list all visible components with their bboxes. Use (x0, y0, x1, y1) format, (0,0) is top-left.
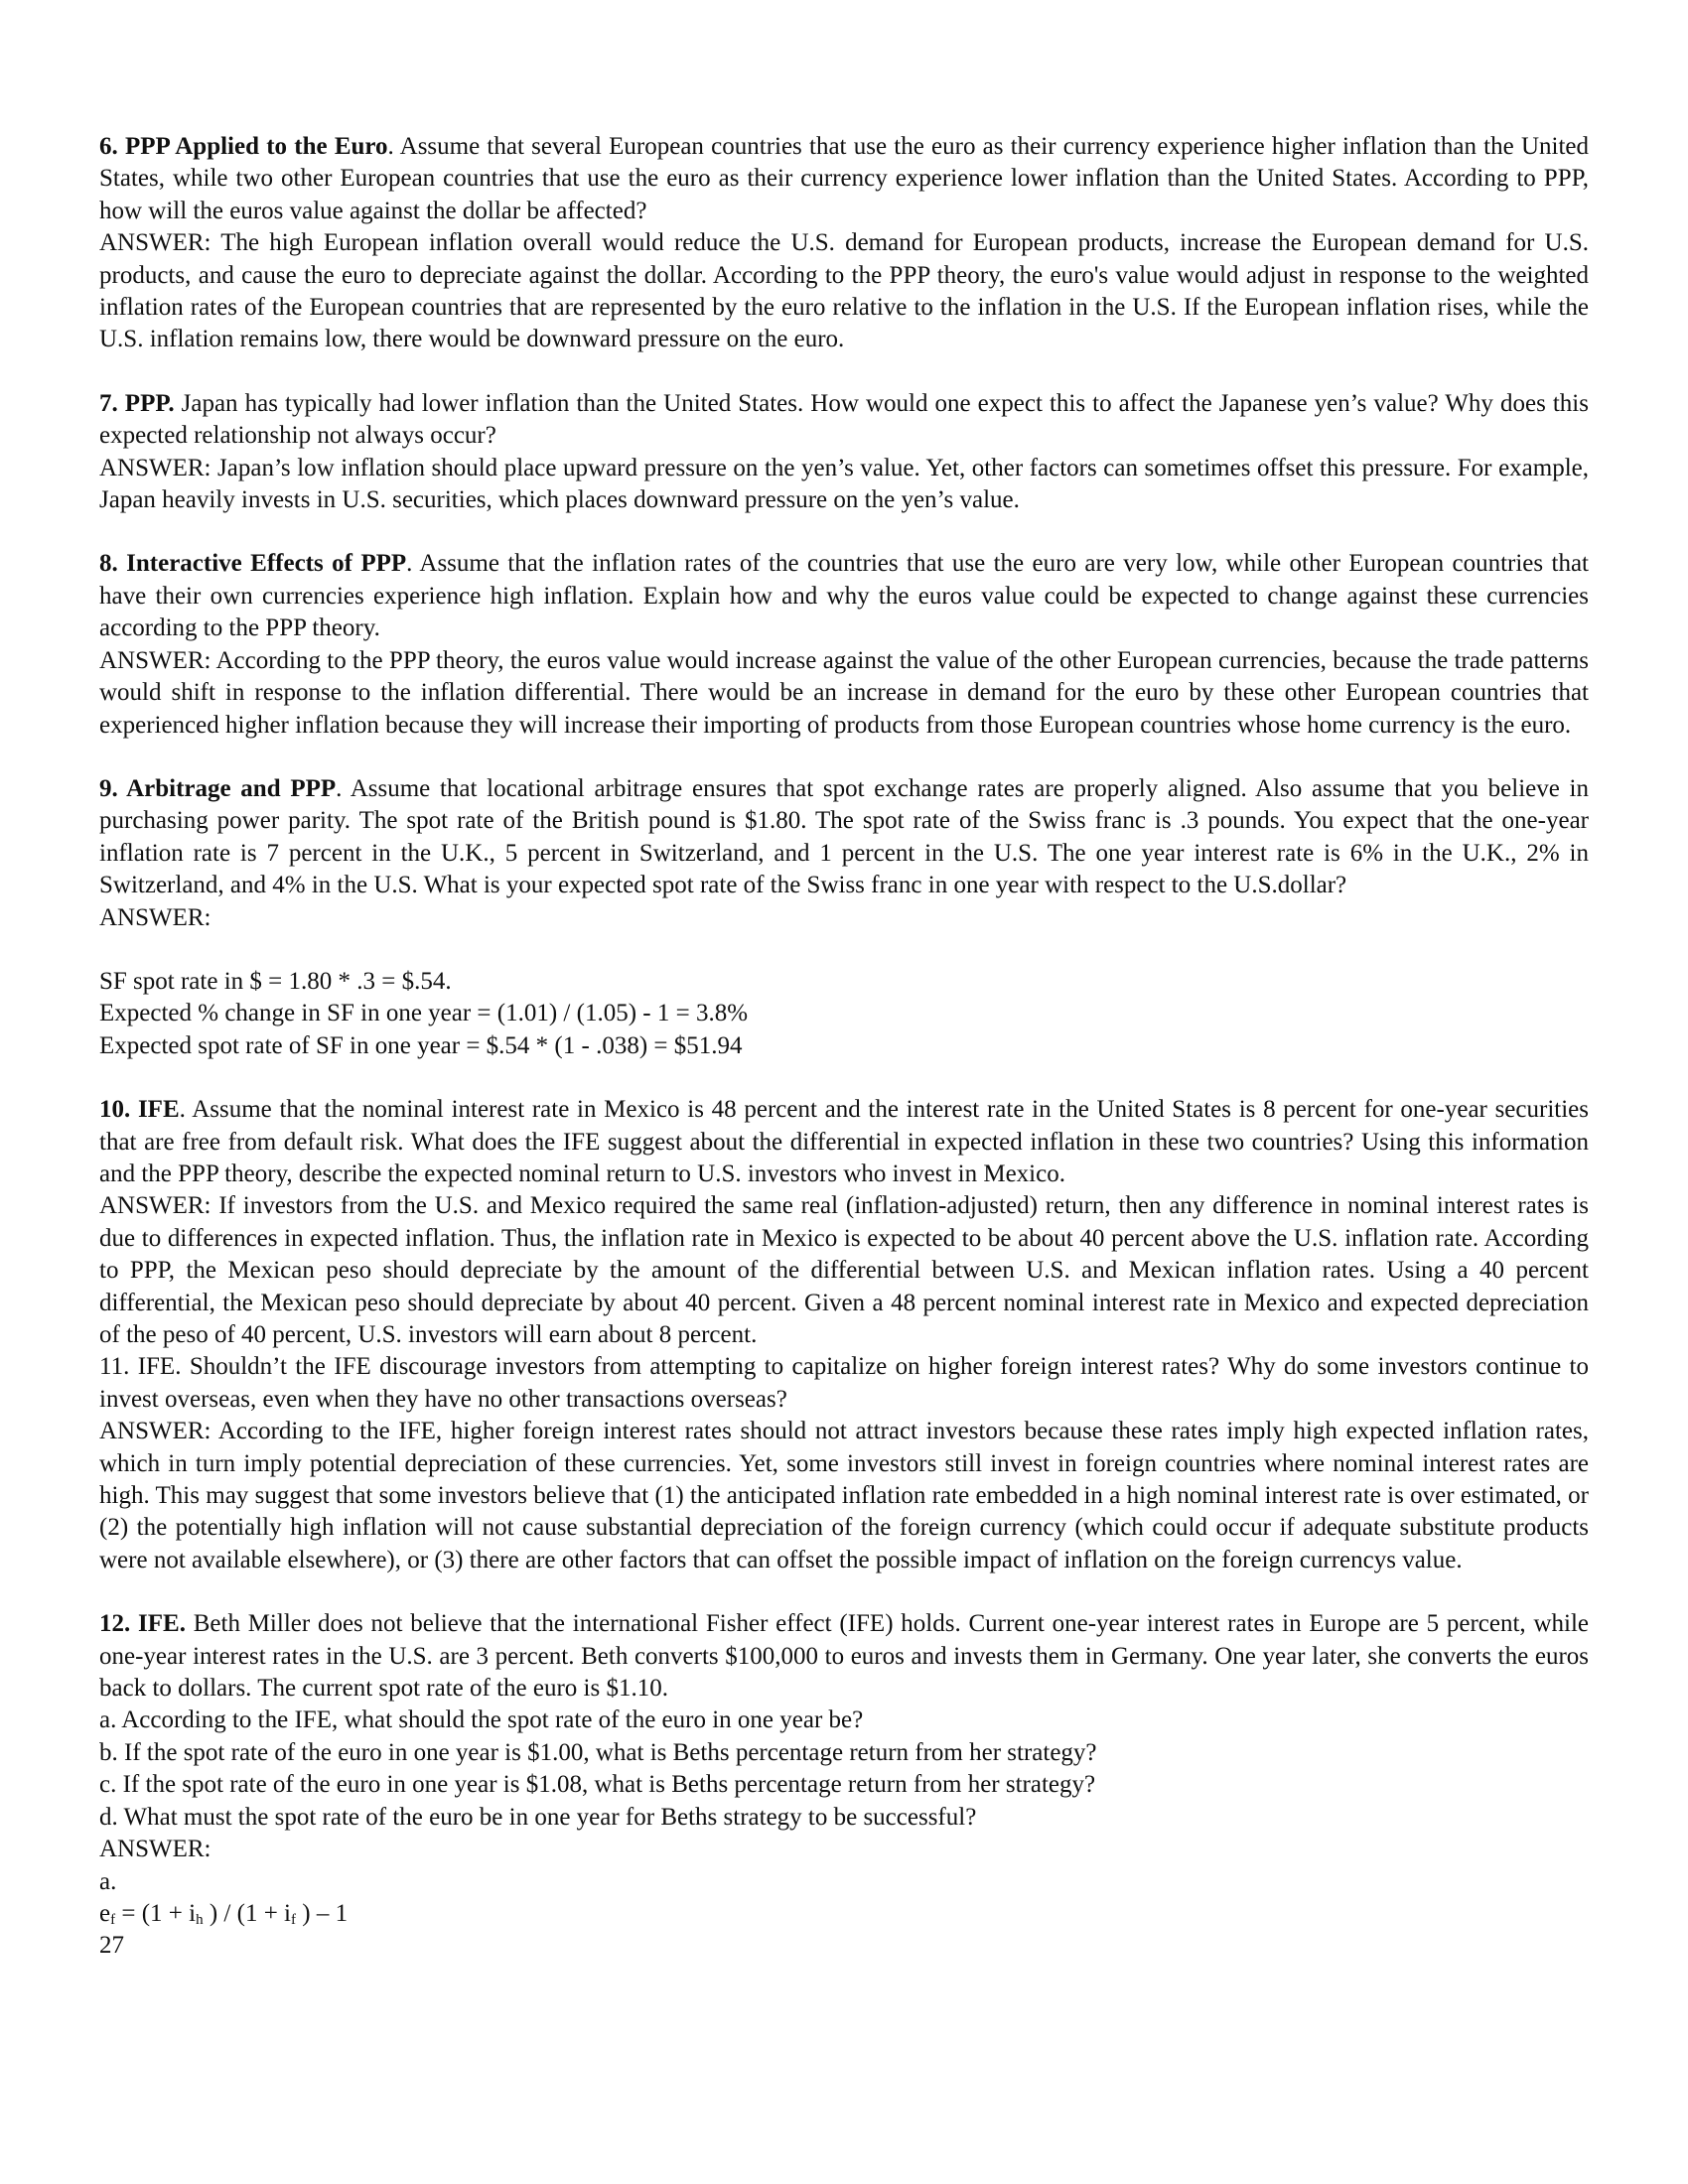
question-8-answer: ANSWER: According to the PPP theory, the euros value would increase against the value of the other European currencies, because the trade patterns would shift in response to the inflation differential. There would be an increase in demand for the euro by these other European countries that experienced higher inflation because they will increase their importing of products from those European countries whose home currency is the euro. (99, 646, 1589, 739)
answer-part-a-label: a. (99, 1867, 117, 1895)
question-6-title: 6. PPP Applied to the Euro (99, 133, 388, 160)
question-10-text: 10. IFE. Assume that the nominal interest rate in Mexico is 48 percent and the interest rate in the United States is 8 percent for one-year securities that are free from default risk. What does the IFE suggest about the differential in expected inflation in these two countries? Using this information and the PPP theory, describe the expected nominal return to U.S. investors who invest in Mexico. (99, 1096, 1589, 1187)
question-12-part-d: d. What must the spot rate of the euro be in one year for Beths strategy to be successful? (99, 1803, 977, 1831)
spacer (99, 934, 1589, 966)
question-6 (99, 131, 1589, 356)
question-12-part-c: c. If the spot rate of the euro in one year is $1.08, what is Beths percentage return from her strategy? (99, 1771, 1096, 1799)
question-9-text: 9. Arbitrage and PPP. Assume that locational arbitrage ensures that spot exchange rates are properly aligned. Also assume that you believe in purchasing power parity. The spot rate of the British pound is $1.80. The spot rate of the Swiss franc is .3 pounds. You expect that the one-year inflation rate is 7 percent in the U.K., 5 percent in Switzerland, and 1 percent in the U.S. The one year interest rate is 6% in the U.K., 2% in Switzerland, and 4% in the U.S. What is your expected spot rate of the Swiss franc in one year with respect to the U.S.dollar? (99, 774, 1589, 899)
question-12-text: 12. IFE. Beth Miller does not believe that the international Fisher effect (IFE) holds. Current one-year interest rates in Europe are 5 percent, while one-year interest rates in the U.S. are 3 percent. Beth converts $100,000 to euros and invests them in Germany. One year later, she converts the euros back to dollars. The current spot rate of the euro is $1.10. (99, 1610, 1589, 1703)
calc-line: Expected % change in SF in one year = (1.01) / (1.05) - 1 = 3.8% (99, 1000, 749, 1027)
question-10-answer: ANSWER: If investors from the U.S. and Mexico required the same real (inflation-adjusted) return, then any difference in nominal interest rates is due to differences in expected inflation. Thus, the inflation rate in Mexico is expected to be about 40 percent above the U.S. inflation rate. According to PPP, the Mexican peso should depreciate by the amount of the differential between U.S. and Mexican inflation rates. Using a 40 percent differential, the Mexican peso should depreciate by about 40 percent. Given a 48 percent nominal interest rate in Mexico and expected depreciation of the peso of 40 percent, U.S. investors will earn about 8 percent. (99, 1192, 1589, 1348)
question-10-title: 10. IFE (99, 1096, 180, 1124)
question-12-part-b: b. If the spot rate of the euro in one year is $1.00, what is Beths percentage return from her strategy? (99, 1738, 1097, 1766)
question-8 (99, 548, 1589, 741)
question-9 (99, 773, 1589, 1062)
question-11-answer: ANSWER: According to the IFE, higher foreign interest rates should not attract investors because these rates imply high expected inflation rates, which in turn imply potential depreciation of these currencies. Yet, some investors still invest in foreign countries where nominal interest rates are high. This may suggest that some investors believe that (1) the anticipated inflation rate embedded in a high nominal interest rate is over estimated, or (2) the potentially high inflation will not cause substantial depreciation of the foreign currency (which could occur if adequate substitute products were not available elsewhere), or (3) there are other factors that can offset the possible impact of inflation on the foreign currencys value. (99, 1418, 1589, 1573)
question-11-text: 11. IFE. Shouldn’t the IFE discourage investors from attempting to capitalize on higher foreign interest rates? Why do some investors continue to invest overseas, even when they have no other transactions overseas? (99, 1353, 1589, 1413)
question-7 (99, 388, 1589, 517)
question-10 (99, 1094, 1589, 1351)
question-7-text: 7. PPP. Japan has typically had lower inflation than the United States. How would one expect this to affect the Japanese yen’s value? Why does this expected relationship not always occur? (99, 389, 1589, 450)
page-number: 27 (99, 1932, 124, 1960)
question-9-title: 9. Arbitrage and PPP (99, 774, 337, 802)
question-7-answer: ANSWER: Japan’s low inflation should place upward pressure on the yen’s value. Yet, other factors can sometimes offset this pressure. For example, Japan heavily invests in U.S. securities, which places downward pressure on the yen’s value. (99, 454, 1589, 514)
question-7-title: 7. PPP. (99, 389, 175, 417)
question-12-title: 12. IFE. (99, 1610, 186, 1638)
question-12 (99, 1608, 1589, 1930)
question-8-text: 8. Interactive Effects of PPP. Assume that the inflation rates of the countries that use the euro are very low, while other European countries that have their own currencies experience high inflation. Explain how and why the euros value could be expected to change against these currencies according to the PPP theory. (99, 550, 1589, 642)
question-6-answer: ANSWER: The high European inflation overall would reduce the U.S. demand for European products, increase the European demand for U.S. products, and cause the euro to depreciate against the dollar. According to the PPP theory, the euro's value would adjust in response to the weighted inflation rates of the European countries that are represented by the euro relative to the inflation in the U.S. If the European inflation rises, while the U.S. inflation remains low, there would be downward pressure on the euro. (99, 229, 1589, 353)
question-8-title: 8. Interactive Effects of PPP (99, 550, 407, 578)
question-12-answer-label: ANSWER: (99, 1836, 211, 1863)
question-12-part-a: a. According to the IFE, what should the spot rate of the euro in one year be? (99, 1706, 864, 1734)
ife-formula: $e_f = (1 + i_h$ ) / ($1 + i_f$ ) – 1 (99, 1899, 349, 1928)
calc-line: SF spot rate in $ = 1.80 * .3 = $.54. (99, 967, 452, 995)
question-6-text: 6. PPP Applied to the Euro. Assume that several European countries that use the euro as their currency experience higher inflation than the United States, while two other European countries that use the euro as their currency experience lower inflation than the United States. According to PPP, how will the euros value against the dollar be affected? (99, 133, 1589, 224)
calc-line: Expected spot rate of SF in one year = $.54 * (1 - .038) = $51.94 (99, 1031, 743, 1059)
question-9-answer-label: ANSWER: (99, 903, 211, 931)
question-11 (99, 1351, 1589, 1576)
